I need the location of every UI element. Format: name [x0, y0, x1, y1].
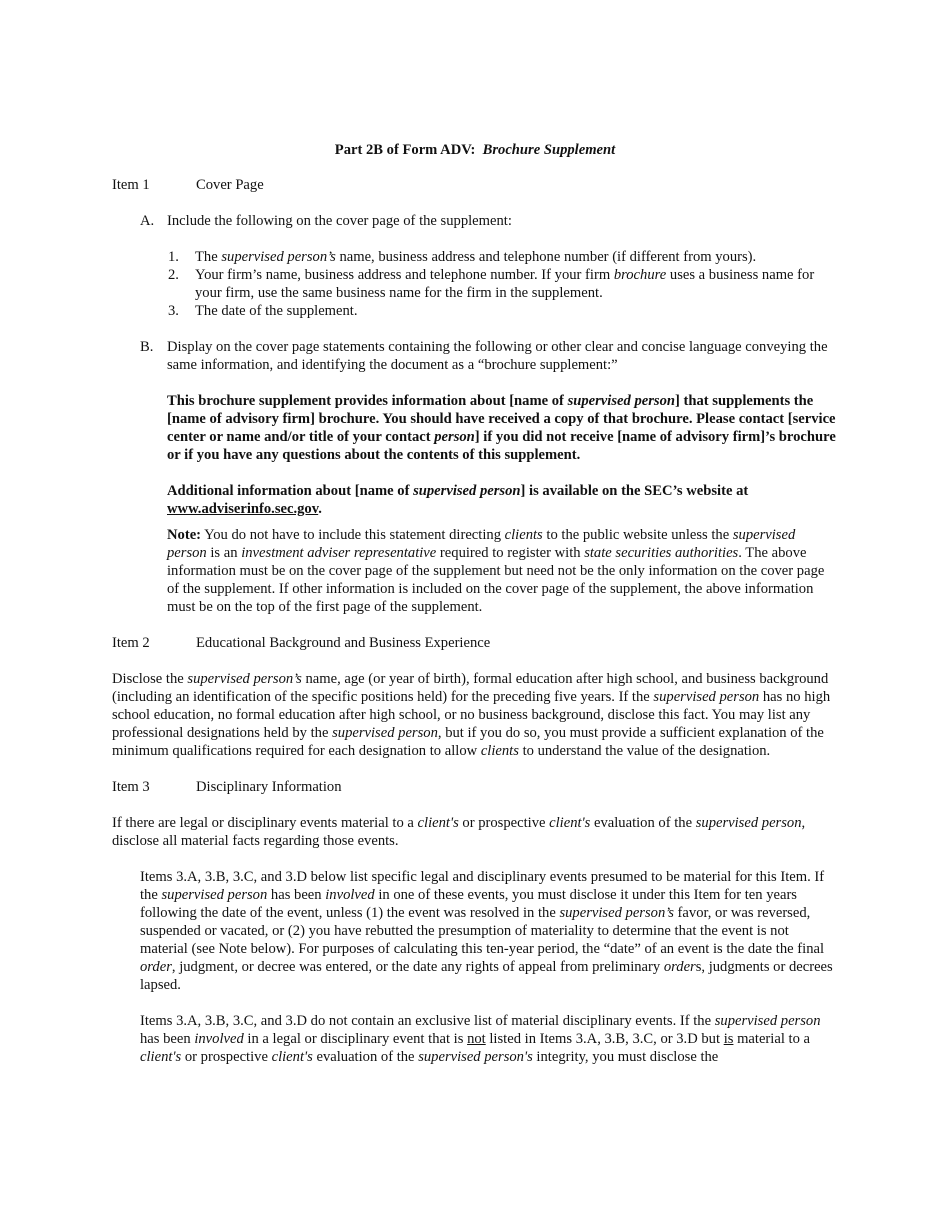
item1-section-a	[140, 212, 838, 230]
list-item: 2. Your firm’s name, business address and telephone number. If your firm brochure uses a business name for your firm, use the same business name for the firm in the supplement.	[168, 267, 815, 301]
item2-paragraph: Disclose the supervised person’s name, age (or year of birth), formal education after high school, and business background (including an identification of the specific positions held) for the preceding five years. If the supervised person has no high school education, no formal education after high school, or no business background, disclose this fact. You may list any professional designations held by the supervised person, but if you do so, you must provide a sufficient explanation of the minimum qualifications required for each designation to allow clients to understand the value of the designation.	[112, 671, 831, 759]
item1-title: Cover Page	[196, 177, 264, 193]
item3-intro-paragraph: If there are legal or disciplinary events material to a client's or prospective client's evaluation of the supervised person, disclose all material facts regarding those events.	[112, 815, 806, 849]
adviserinfo-link[interactable]: www.adviserinfo.sec.gov	[167, 501, 319, 517]
supplement-statement: This brochure supplement provides information about [name of supervised person] that supplements the [name of advisory firm] brochure. You should have received a copy of that brochure. Please contact [service center or name and/or title of your contact person] if you did not receive [name of advisory firm]’s brochure or if you have any questions about the contents of this supplement.	[167, 393, 836, 463]
list-item: 3. The date of the supplement.	[168, 303, 358, 319]
title-prefix: Part 2B of Form ADV:	[334, 142, 476, 158]
section-b-text: Display on the cover page statements containing the following or other clear and concise language conveying the same information, and identifying the document as a “brochure supplement:”	[167, 339, 828, 373]
item1-section-b	[140, 338, 838, 374]
cover-page-list	[168, 248, 838, 320]
document-title	[112, 141, 838, 159]
item2-title: Educational Background and Business Experience	[196, 635, 491, 651]
section-a-text: Include the following on the cover page of the supplement:	[167, 213, 512, 229]
item3-heading	[112, 778, 838, 796]
list-item: 1. The supervised person’s name, business address and telephone number (if different from yours).	[168, 249, 757, 265]
item2-number: Item 2	[112, 635, 150, 651]
item1-number: Item 1	[112, 177, 150, 193]
document-page	[112, 141, 838, 1066]
title-italic: Brochure Supplement	[482, 142, 616, 158]
item3-number: Item 3	[112, 779, 150, 795]
note-paragraph: Note: You do not have to include this statement directing clients to the public website unless the supervised person is an investment adviser representative required to register with state securities authorities. The above information must be on the cover page of the supplement but need not be the only information on the cover page of the supplement. If other information is included on the cover page of the supplement, the above information must be on the top of the first page of the supplement.	[167, 527, 825, 615]
section-b-label: B.	[140, 339, 154, 355]
note-label: Note:	[167, 527, 202, 543]
item1-heading	[112, 176, 838, 194]
section-a-label: A.	[140, 213, 155, 229]
item3-other-events-paragraph: Items 3.A, 3.B, 3.C, and 3.D do not contain an exclusive list of material disciplinary events. If the supervised person has been involved in a legal or disciplinary event that is not listed in Items 3.A, 3.B, 3.C, or 3.D but is material to a client's or prospective client's evaluation of the supervised person's integrity, you must disclose the	[140, 1013, 821, 1065]
item2-heading	[112, 634, 838, 652]
item3-title: Disciplinary Information	[196, 779, 342, 795]
item3-presumed-events-paragraph: Items 3.A, 3.B, 3.C, and 3.D below list specific legal and disciplinary events presumed to be material for this Item. If the supervised person has been involved in one of these events, you must disclose it under this Item for ten years following the date of the event, unless (1) the event was resolved in the supervised person’s favor, or was reversed, suspended or vacated, or (2) you have rebutted the presumption of materiality to determine that the event is not material (see Note below). For purposes of calculating this ten-year period, the “date” of an event is the date the final order, judgment, or decree was entered, or the date any rights of appeal from preliminary orders, judgments or decrees lapsed.	[140, 869, 833, 993]
website-statement: Additional information about [name of supervised person] is available on the SEC’s website at www.adviserinfo.sec.gov.	[167, 483, 749, 517]
